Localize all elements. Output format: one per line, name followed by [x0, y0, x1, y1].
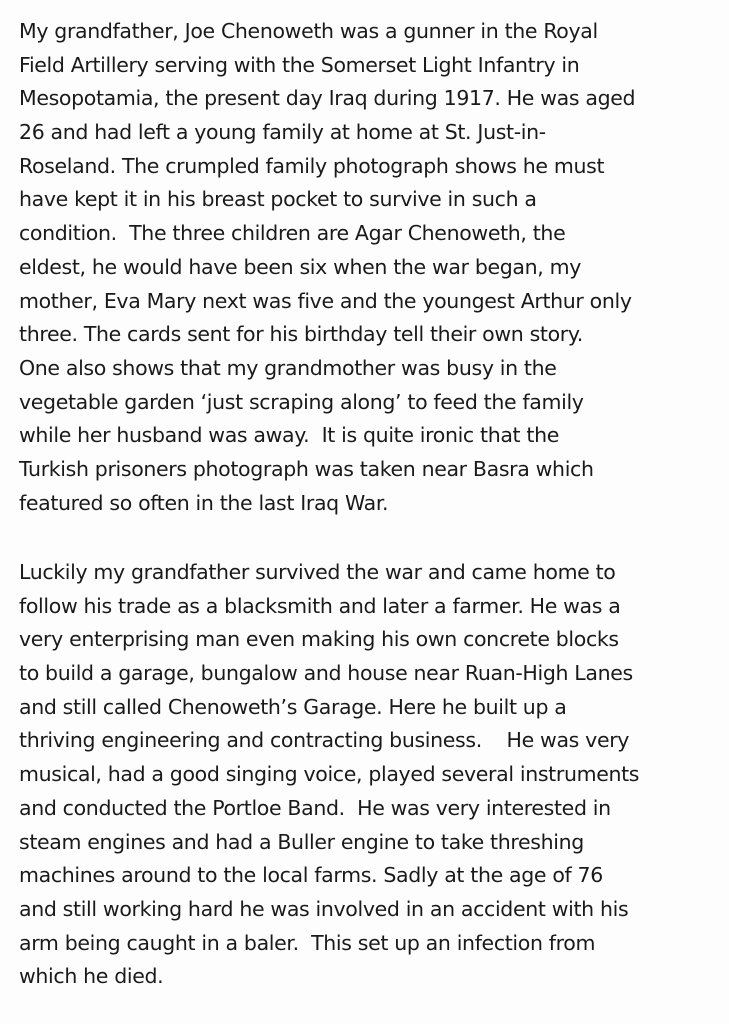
text-line: mother, Eva Mary next was five and the youngest Arthur only — [19, 288, 632, 313]
text-line: featured so often in the last Iraq War. — [19, 490, 389, 515]
text-line: eldest, he would have been six when the war began, my — [19, 254, 582, 279]
text-line: arm being caught in a baler. This set up an infection from — [19, 930, 596, 955]
text-line: 26 and had left a young family at home at St. Just-in- — [19, 120, 546, 145]
text-line: Luckily my grandfather survived the war and came home to — [19, 560, 616, 584]
text-line: which he died. — [19, 964, 164, 989]
text-line: condition. The three children are Agar Chenoweth, the — [19, 221, 566, 246]
text-line: machines around to the local farms. Sadly at the age of 76 — [19, 863, 603, 888]
text-line: Mesopotamia, the present day Iraq during 1917. He was aged — [19, 86, 636, 111]
paragraph-later-life — [19, 556, 639, 994]
text-line: My grandfather, Joe Chenoweth was a gunner in the Royal — [19, 19, 598, 43]
text-line: have kept it in his breast pocket to survive in such a — [19, 187, 537, 212]
text-line: to build a garage, bungalow and house near Ruan-High Lanes — [19, 661, 633, 686]
text-line: Roseland. The crumpled family photograph shows he must — [19, 153, 605, 178]
text-line: and still called Chenoweth’s Garage. Here he built up a — [19, 694, 567, 719]
text-line: follow his trade as a blacksmith and later a farmer. He was a — [19, 593, 621, 618]
text-line: vegetable garden ‘just scraping along’ to feed the family — [19, 389, 584, 414]
text-line: and still working hard he was involved in an accident with his — [19, 896, 629, 921]
text-line: very enterprising man even making his own concrete blocks — [19, 627, 619, 652]
text-line: three. The cards sent for his birthday tell their own story. — [19, 322, 583, 347]
text-line: musical, had a good singing voice, played several instruments — [19, 762, 640, 787]
paragraph-war-service — [19, 15, 635, 520]
text-line: and conducted the Portloe Band. He was very interested in — [19, 795, 611, 820]
text-line: Field Artillery serving with the Somerset Light Infantry in — [19, 52, 580, 77]
text-line: One also shows that my grandmother was busy in the — [19, 355, 557, 380]
text-line: Turkish prisoners photograph was taken near Basra which — [19, 456, 594, 481]
text-line: steam engines and had a Buller engine to take threshing — [19, 829, 584, 854]
text-line: thriving engineering and contracting business. He was very — [19, 728, 630, 753]
text-line: while her husband was away. It is quite ironic that the — [19, 423, 560, 448]
